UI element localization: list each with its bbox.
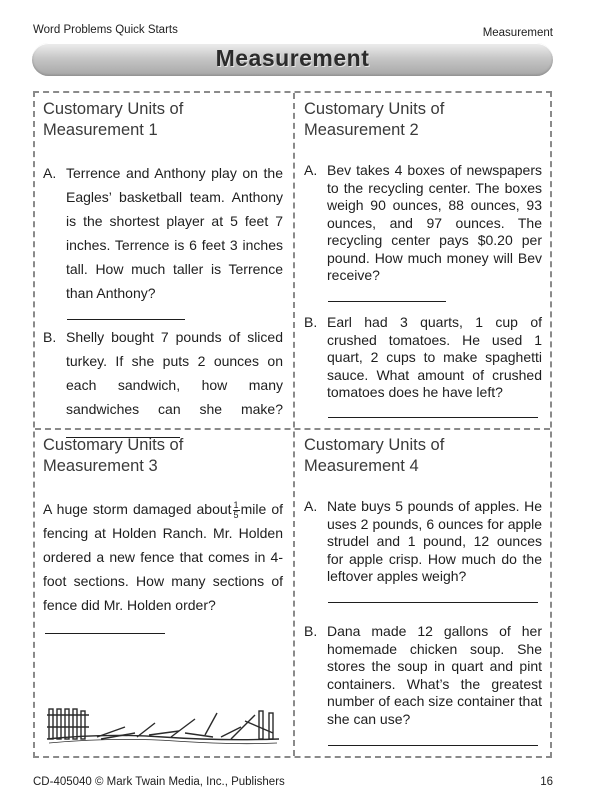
panel-measurement-4 <box>304 435 542 751</box>
problem-text: Nate buys 5 pounds of apples. He uses 2 pounds, 6 ounces for apple strudel and 1 pound, 12 ounces for apple crisp. How much do the leftover apples weigh? <box>327 498 542 584</box>
panel-title-line2: Measurement 1 <box>43 121 158 139</box>
problem-text-end: mile of fencing at Holden Ranch. Mr. Holden ordered a new fence that comes in 4-foot sections. How many sections of fence did Mr. Holden order? <box>43 501 284 613</box>
problem-2b <box>304 314 542 402</box>
problem-text: Terrence and Anthony play on the Eagles’ basketball team. Anthony is the shortest player at 5 feet 7 inches. Terrence is 6 feet 3 inches tall. How much taller is Terrence than Anthony? <box>66 165 283 301</box>
problem-1b <box>43 325 283 445</box>
problem-1a <box>43 161 283 305</box>
page-number: 16 <box>540 776 553 788</box>
vertical-divider <box>293 93 295 756</box>
panel-measurement-1 <box>43 99 283 425</box>
fraction-denominator: 5 <box>233 509 239 520</box>
problem-letter: B. <box>304 314 318 330</box>
panel-title-line2: Measurement 4 <box>304 457 419 475</box>
title-banner <box>32 43 553 76</box>
panel-measurement-2 <box>304 99 542 425</box>
panel-title-line1: Customary Units of <box>304 100 445 118</box>
problem-text: Dana made 12 gallons of her homemade chicken soup. She stores the soup in quart and pint containers. What’s the greatest number of each size container that she can use? <box>327 623 542 727</box>
answer-blank[interactable] <box>328 301 446 302</box>
book-title: Word Problems Quick Starts <box>33 24 178 36</box>
problem-letter: A. <box>43 165 57 181</box>
broken-fence-illustration <box>45 697 281 745</box>
answer-blank[interactable] <box>45 633 165 634</box>
panel-title-line2: Measurement 3 <box>43 457 158 475</box>
problem-text: Bev takes 4 boxes of newspapers to the recycling center. The boxes weigh 90 ounces, 88 ounces, 93 ounces, and 97 ounces. The recycling center pays $0.20 per pound. How much money will Bev receive? <box>327 162 542 283</box>
page-title: Measurement <box>215 45 370 71</box>
problem-letter: B. <box>304 623 318 639</box>
problem-letter: B. <box>43 329 57 345</box>
panel-title-line1: Customary Units of <box>43 100 184 118</box>
problem-text: Shelly bought 7 pounds of sliced turkey. If she puts 2 ounces on each sandwich, how many sandwiches can she make? <box>66 329 283 417</box>
answer-blank[interactable] <box>328 602 538 603</box>
panel-title-line2: Measurement 2 <box>304 121 419 139</box>
footer-credit: CD-405040 © Mark Twain Media, Inc., Publishers <box>33 776 285 788</box>
answer-blank[interactable] <box>67 319 185 320</box>
panel-title-line1: Customary Units of <box>304 436 445 454</box>
section-label: Measurement <box>482 27 553 39</box>
panel-title-line1: Customary Units of <box>43 436 184 454</box>
answer-blank[interactable] <box>328 745 538 746</box>
problem-3 <box>43 497 283 617</box>
problem-text: Earl had 3 quarts, 1 cup of crushed tomatoes. He used 1 quart, 2 cups to make spaghetti sauce. What amount of crushed tomatoes does he have left? <box>327 314 542 400</box>
panel-measurement-3 <box>43 435 283 751</box>
problem-grid <box>33 91 552 758</box>
problem-4b <box>304 623 542 728</box>
problem-2a <box>304 162 542 285</box>
answer-blank[interactable] <box>328 417 538 418</box>
problem-letter: A. <box>304 162 318 178</box>
problem-letter: A. <box>304 498 318 514</box>
fraction-numerator: 1 <box>233 499 239 510</box>
fraction <box>233 501 240 520</box>
problem-4a <box>304 498 542 586</box>
problem-text-start: A huge storm damaged about <box>43 501 232 517</box>
